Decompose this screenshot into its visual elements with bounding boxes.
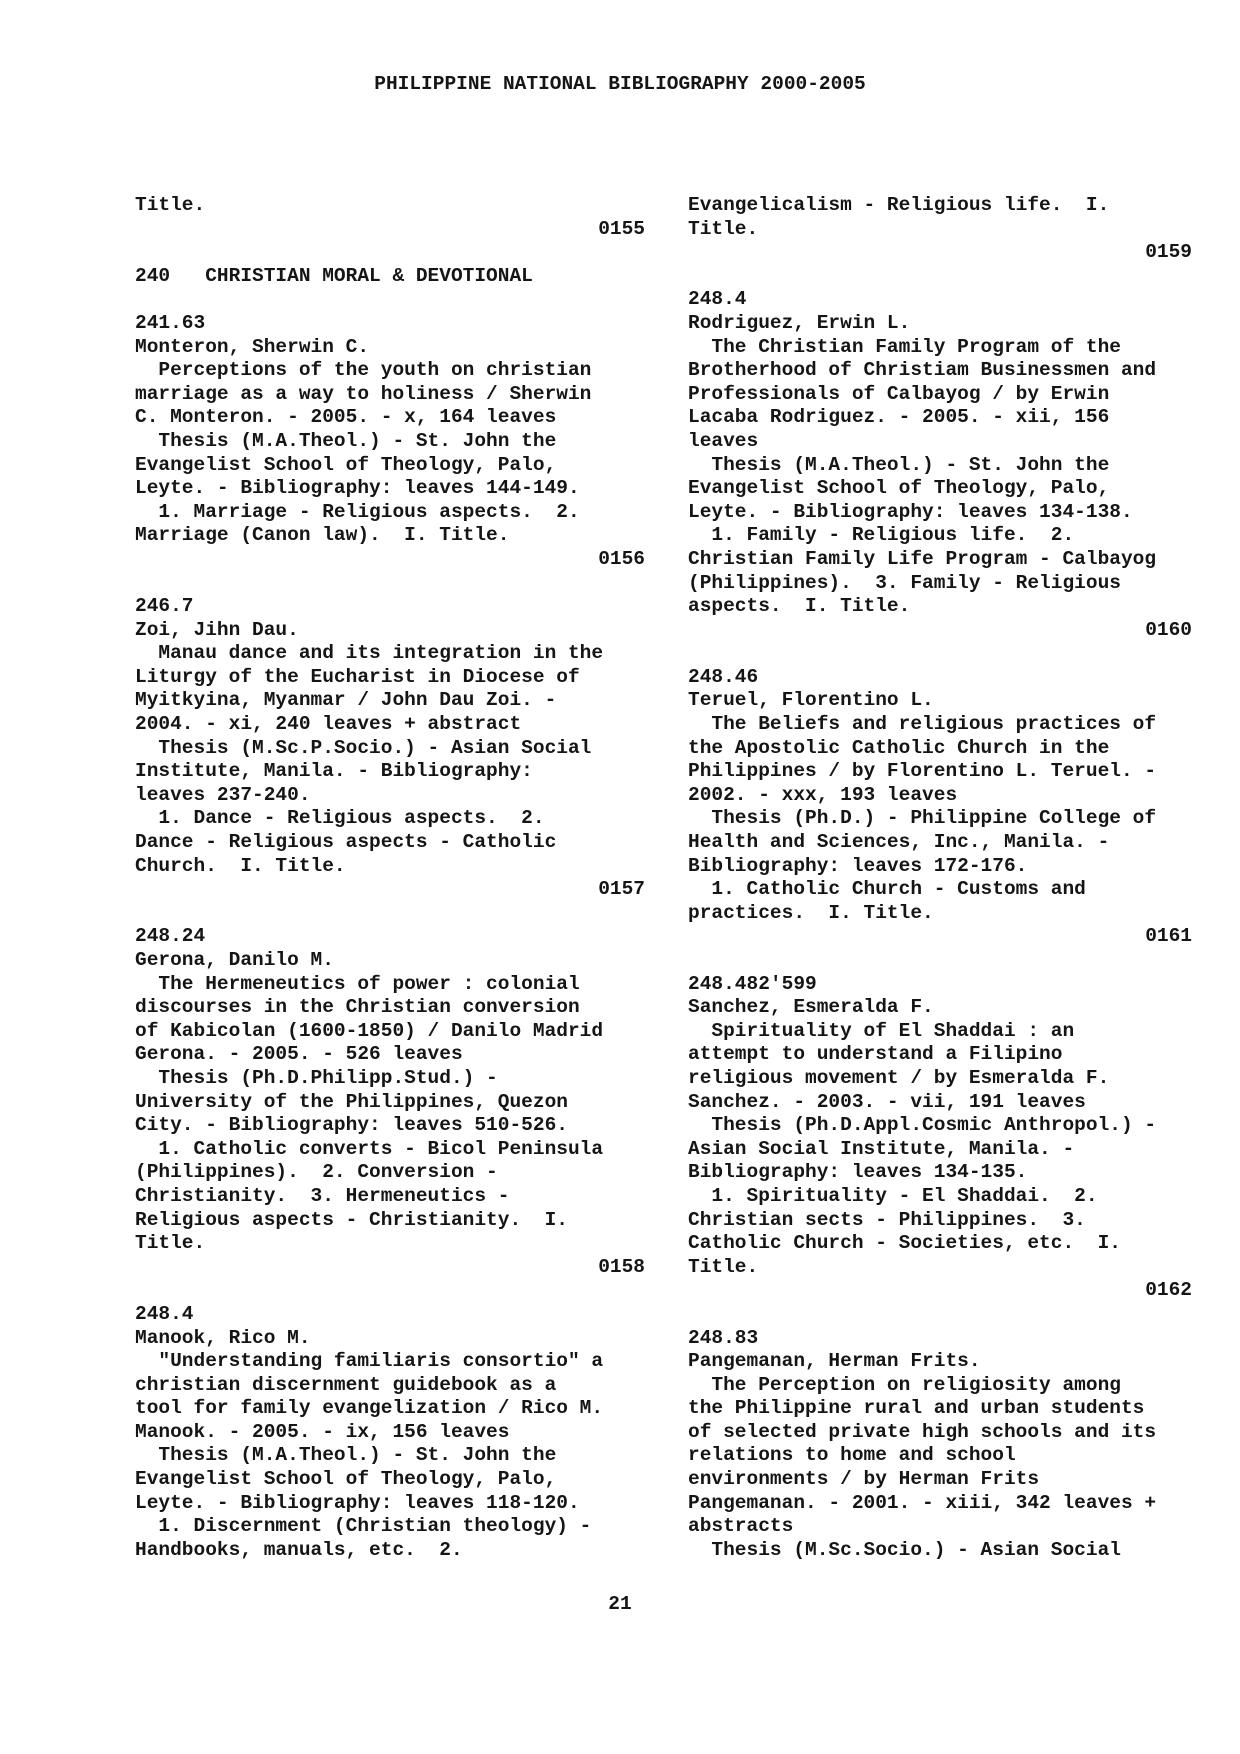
text-line: 1. Catholic converts - Bicol Peninsula [135,1137,604,1160]
text-line: 248.24 [135,925,206,948]
text-line: Marriage (Canon law). I. Title. [135,524,510,547]
text-line: Lacaba Rodriguez. - 2005. - xii, 156 [688,406,1110,429]
text-line: marriage as a way to holiness / Sherwin [135,382,592,405]
text-line: Perceptions of the youth on christian [135,359,592,382]
text-line: Professionals of Calbayog / by Erwin [688,382,1110,405]
text-line [688,642,1192,666]
text-line [135,902,645,926]
text-line: The Perception on religiosity among [688,1373,1121,1396]
text-line [688,1303,1192,1327]
text-line: of selected private high schools and its [688,1420,1157,1443]
text-line: of Kabicolan (1600-1850) / Danilo Madrid [135,1019,604,1042]
entry-number: 0157 [598,878,645,901]
text-line: 1. Family - Religious life. 2. [688,524,1075,547]
text-line: the Apostolic Catholic Church in the [688,736,1110,759]
text-line: Leyte. - Bibliography: leaves 144-149. [135,477,580,500]
text-line [688,949,1192,973]
text-line: leaves [688,429,759,452]
text-line: Zoi, Jihn Dau. [135,618,299,641]
text-line: Pangemanan, Herman Frits. [688,1350,981,1373]
entry-number: 0162 [1145,1279,1192,1302]
text-line: Evangelicalism - Religious life. I. [688,194,1110,216]
text-line: Pangemanan. - 2001. - xiii, 342 leaves + [688,1491,1157,1514]
text-line: Handbooks, manuals, etc. 2. [135,1538,463,1561]
entry-number: 0155 [598,217,645,240]
running-header: PHILIPPINE NATIONAL BIBLIOGRAPHY 2000-2005 [374,73,866,95]
text-line: 240 CHRISTIAN MORAL & DEVOTIONAL [135,264,533,287]
text-line: practices. I. Title. [688,901,934,924]
text-line: Thesis (M.Sc.Socio.) - Asian Social [688,1538,1121,1561]
text-line: Leyte. - Bibliography: leaves 134-138. [688,500,1133,523]
text-line: (Philippines). 3. Family - Religious [688,571,1121,594]
text-line: Evangelist School of Theology, Palo, [135,1468,557,1491]
text-line: City. - Bibliography: leaves 510-526. [135,1114,568,1137]
text-line: 248.83 [688,1326,759,1349]
text-line: 248.4 [135,1302,194,1325]
text-line [135,1279,645,1303]
text-line: Title. [135,194,206,216]
text-line: Church. I. Title. [135,854,346,877]
text-line: 1. Discernment (Christian theology) - [135,1515,592,1538]
text-line: Christianity. 3. Hermeneutics - [135,1184,510,1207]
text-line: Sanchez, Esmeralda F. [688,996,934,1019]
text-line: The Christian Family Program of the [688,335,1121,358]
text-line: 2004. - xi, 240 leaves + abstract [135,713,522,736]
text-line: Institute, Manila. - Bibliography: [135,760,533,783]
text-line: Rodriguez, Erwin L. [688,311,911,334]
text-line [135,288,645,312]
text-line: Thesis (Ph.D.) - Philippine College of [688,807,1157,830]
text-line: Manau dance and its integration in the [135,642,604,665]
text-line: Philippines / by Florentino L. Teruel. - [688,760,1157,783]
text-line: leaves 237-240. [135,783,311,806]
text-line: 248.482'599 [688,972,817,995]
text-line: christian discernment guidebook as a [135,1373,557,1396]
entry-number: 0156 [598,547,645,570]
text-line: Bibliography: leaves 134-135. [688,1161,1028,1184]
entry-number: 0161 [1145,925,1192,948]
text-line: Thesis (M.A.Theol.) - St. John the [135,429,557,452]
text-line: Liturgy of the Eucharist in Diocese of [135,665,580,688]
text-line [688,265,1192,289]
text-line: Manook, Rico M. [135,1326,311,1349]
text-line: tool for family evangelization / Rico M. [135,1397,604,1420]
text-line: Title. [688,217,759,240]
text-line: abstracts [688,1515,794,1538]
text-line: Dance - Religious aspects - Catholic [135,831,557,854]
entry-number: 0158 [598,1255,645,1278]
text-line: Myitkyina, Myanmar / John Dau Zoi. - [135,689,557,712]
text-line: environments / by Herman Frits [688,1468,1040,1491]
page-number: 21 [608,1593,632,1615]
text-line: Christian sects - Philippines. 3. [688,1208,1086,1231]
text-line: aspects. I. Title. [688,595,911,618]
text-line: 248.46 [688,665,759,688]
text-line: Brotherhood of Christiam Businessmen and [688,359,1157,382]
text-line: Sanchez. - 2003. - vii, 191 leaves [688,1090,1086,1113]
text-line: 241.63 [135,311,206,334]
text-line: Thesis (M.A.Theol.) - St. John the [688,453,1110,476]
text-line: Gerona, Danilo M. [135,949,334,971]
text-line: Bibliography: leaves 172-176. [688,854,1028,877]
text-line: Evangelist School of Theology, Palo, [135,453,557,476]
text-line: 1. Spirituality - El Shaddai. 2. [688,1184,1098,1207]
text-line: The Beliefs and religious practices of [688,713,1157,736]
text-line: Teruel, Florentino L. [688,689,934,712]
text-line: Catholic Church - Societies, etc. I. [688,1232,1121,1255]
text-line: discourses in the Christian conversion [135,996,580,1019]
text-line [135,572,645,596]
text-line: Leyte. - Bibliography: leaves 118-120. [135,1491,580,1514]
entry-number: 0159 [1145,241,1192,264]
text-line: 246.7 [135,595,194,618]
right-column [688,194,1192,1562]
text-line: The Hermeneutics of power : colonial [135,972,580,995]
text-line: C. Monteron. - 2005. - x, 164 leaves [135,406,557,429]
text-line: 248.4 [688,288,747,311]
text-line: Religious aspects - Christianity. I. [135,1208,568,1231]
text-line: Christian Family Life Program - Calbayog [688,547,1157,570]
text-line: attempt to understand a Filipino [688,1043,1063,1066]
text-line: Monteron, Sherwin C. [135,335,370,358]
text-line: Health and Sciences, Inc., Manila. - [688,831,1110,854]
text-line: Thesis (Ph.D.Appl.Cosmic Anthropol.) - [688,1114,1157,1137]
text-line: Thesis (M.A.Theol.) - St. John the [135,1444,557,1467]
text-line: (Philippines). 2. Conversion - [135,1161,498,1184]
entry-number: 0160 [1145,618,1192,641]
text-line: relations to home and school [688,1444,1016,1467]
text-line: Thesis (Ph.D.Philipp.Stud.) - [135,1066,498,1089]
text-line: University of the Philippines, Quezon [135,1090,568,1113]
left-column [135,194,645,1562]
text-line: 2002. - xxx, 193 leaves [688,783,958,806]
text-line: religious movement / by Esmeralda F. [688,1066,1110,1089]
text-line: Title. [688,1255,759,1278]
text-line: Manook. - 2005. - ix, 156 leaves [135,1420,510,1443]
text-line: 1. Marriage - Religious aspects. 2. [135,500,580,523]
text-line: Evangelist School of Theology, Palo, [688,477,1110,500]
text-line: 1. Catholic Church - Customs and [688,878,1086,901]
text-line: Gerona. - 2005. - 526 leaves [135,1043,463,1066]
text-line [135,241,645,265]
text-line: Thesis (M.Sc.P.Socio.) - Asian Social [135,736,592,759]
text-line: 1. Dance - Religious aspects. 2. [135,807,545,830]
text-line: Title. [135,1232,206,1255]
text-line: the Philippine rural and urban students [688,1397,1145,1420]
text-line: Spirituality of El Shaddai : an [688,1019,1075,1042]
text-line: "Understanding familiaris consortio" a [135,1350,604,1373]
text-line: Asian Social Institute, Manila. - [688,1137,1075,1160]
